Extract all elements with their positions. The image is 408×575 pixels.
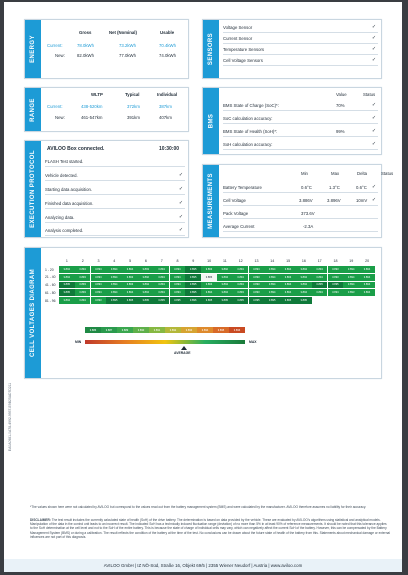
cell-voltage: 3.894 xyxy=(106,282,122,289)
bms-label: SoH calculation accuracy: xyxy=(223,141,273,147)
column-header: 4 xyxy=(113,259,116,263)
cell-voltage: 3.893 xyxy=(328,274,344,281)
cell-voltage: 3.894 xyxy=(343,274,359,281)
energy-new-label: New: xyxy=(55,53,65,58)
sensor-label: Cell Voltage Sensors xyxy=(223,57,263,63)
measurements-title: MEASUREMENTS xyxy=(208,173,214,229)
cell-voltage: 3.894 xyxy=(264,289,280,296)
execution-step xyxy=(45,156,185,167)
measurements-panel xyxy=(202,164,394,238)
footnote-text: *The values shown here were not calculated by AVILOO but correspond to the values read out from the battery management system (BMS) and were calculated by the manufacturer. AVILOO therefore assumes no liability for their accuracy. xyxy=(30,505,367,509)
scale-value: 3.894 xyxy=(197,327,213,333)
bms-value: 70% xyxy=(336,102,345,108)
cell-voltage: 3.894 xyxy=(91,282,107,289)
range-new-individual: 407km xyxy=(159,115,172,120)
bms-label: SoC calculation accuracy: xyxy=(223,115,273,121)
bms-label: BMS State of Health (SoH)*: xyxy=(223,128,278,134)
execution-body xyxy=(45,141,185,237)
range-body xyxy=(45,88,185,131)
cell-voltage: 3.894 xyxy=(280,289,296,296)
row-label: 41 - 60 xyxy=(45,283,56,288)
meas-header-status: Status xyxy=(381,171,394,176)
meas-label: Pack Voltage xyxy=(223,210,249,216)
cell-voltage: 3.893 xyxy=(233,289,249,296)
execution-step-label: Starting data acquisition. xyxy=(45,186,93,192)
cell-voltage: 3.894 xyxy=(296,289,312,296)
column-header: 12 xyxy=(238,259,243,263)
cell-diagram-tab xyxy=(25,248,41,378)
cell-voltage: 3.894 xyxy=(170,274,186,281)
check-icon: ✓ xyxy=(371,115,377,121)
column-header: 18 xyxy=(333,259,338,263)
cell-voltage: 3.893 xyxy=(343,289,359,296)
energy-new-gross: 82.0kWh xyxy=(77,53,94,58)
average-marker-icon xyxy=(181,346,187,350)
cell-diagram-body xyxy=(45,248,378,378)
cell-voltage: 3.892 xyxy=(217,266,233,273)
cell-voltage: 3.894 xyxy=(233,266,249,273)
execution-step xyxy=(45,198,185,209)
check-icon: ✓ xyxy=(371,24,377,30)
voltage-scale xyxy=(75,327,257,367)
cell-voltage: 3.894 xyxy=(201,289,217,296)
meas-delta: 10mV xyxy=(356,197,368,203)
bms-row-soc xyxy=(223,100,378,111)
cell-voltage: 3.894 xyxy=(343,282,359,289)
column-header: 9 xyxy=(192,259,195,263)
energy-current-net: 73.2kWh xyxy=(119,43,136,48)
execution-title: EXECUTION PROTOCOL xyxy=(30,150,37,228)
cell-voltage: 3.894 xyxy=(359,282,375,289)
execution-time: 10:30:00 xyxy=(158,146,179,152)
footer-bar xyxy=(4,559,402,572)
bms-header-status: Status xyxy=(363,92,376,97)
execution-step-label: Analysis completed. xyxy=(45,227,84,233)
meas-max: 1.3°C xyxy=(329,184,340,190)
cell-voltage: 3.894 xyxy=(154,289,170,296)
disclaimer xyxy=(30,518,390,539)
cell-voltage: 3.893 xyxy=(249,289,265,296)
cell-voltage: 3.886 xyxy=(201,274,217,281)
execution-step-label: FLASH Test started. xyxy=(45,158,84,164)
scale-gradient xyxy=(85,340,245,344)
scale-value: 3.886 xyxy=(85,327,101,333)
meas-label: Average Current xyxy=(223,223,255,229)
range-header-typical: Typical xyxy=(125,92,140,97)
cell-voltage: 3.895 xyxy=(312,282,328,289)
cell-voltage: 3.893 xyxy=(122,282,138,289)
meas-min: 0.6°C xyxy=(301,184,312,190)
cell-voltage: 3.894 xyxy=(138,282,154,289)
cell-voltage: 3.894 xyxy=(59,297,75,304)
check-icon: ✓ xyxy=(178,200,184,206)
cell-voltage: 3.895 xyxy=(170,297,186,304)
range-current-wltp: 438-520km xyxy=(81,104,103,109)
range-title: RANGE xyxy=(30,97,37,122)
cell-voltage: 3.893 xyxy=(122,274,138,281)
scale-value: 3.892 xyxy=(165,327,181,333)
bms-value: 99% xyxy=(336,128,345,134)
range-header-wltp: WLTP xyxy=(91,92,103,97)
execution-step xyxy=(45,225,185,236)
column-header: 19 xyxy=(349,259,354,263)
column-header: 15 xyxy=(286,259,291,263)
execution-step-label: Finished data acquisition. xyxy=(45,200,94,206)
bms-header-value: Value xyxy=(336,92,347,97)
cell-voltage: 3.893 xyxy=(249,282,265,289)
cell-voltage: 3.895 xyxy=(217,297,233,304)
meas-header-max: Max xyxy=(331,171,340,176)
cell-voltage: 3.893 xyxy=(91,297,107,304)
cell-voltage: 3.894 xyxy=(91,274,107,281)
cell-voltage: 3.895 xyxy=(296,297,312,304)
cell-voltage: 3.894 xyxy=(296,282,312,289)
row-label: 21 - 40 xyxy=(45,275,56,280)
energy-tab xyxy=(25,20,41,78)
range-current-typical: 372km xyxy=(127,104,140,109)
energy-header-gross: Gross xyxy=(79,30,92,35)
cell-voltage: 3.895 xyxy=(264,297,280,304)
column-header: 7 xyxy=(160,259,163,263)
column-header: 2 xyxy=(81,259,84,263)
column-header: 11 xyxy=(223,259,227,263)
scale-value: 3.891 xyxy=(149,327,165,333)
cell-voltage: 3.894 xyxy=(91,289,107,296)
cell-voltage: 3.894 xyxy=(122,266,138,273)
energy-current-label: Current: xyxy=(47,43,63,48)
document-id xyxy=(6,337,14,497)
column-header: 6 xyxy=(144,259,147,263)
check-icon: ✓ xyxy=(178,172,184,178)
bms-title: BMS xyxy=(207,113,214,129)
cell-voltage: 3.894 xyxy=(217,274,233,281)
row-label: 1 - 20 xyxy=(45,267,54,272)
check-icon: ✓ xyxy=(371,197,377,203)
cell-voltage: 3.894 xyxy=(296,274,312,281)
check-icon: ✓ xyxy=(371,184,377,190)
scale-value: 3.893 xyxy=(181,327,197,333)
cell-voltage: 3.895 xyxy=(328,282,344,289)
meas-min: 3.886V xyxy=(299,197,313,203)
cell-voltage: 3.895 xyxy=(138,297,154,304)
scale-value: 3.889 xyxy=(117,327,133,333)
cell-voltage: 3.894 xyxy=(170,266,186,273)
meas-row-average-current xyxy=(223,221,378,232)
cell-voltage: 3.894 xyxy=(249,266,265,273)
cell-voltage: 3.894 xyxy=(154,282,170,289)
cell-voltage: 3.894 xyxy=(91,266,107,273)
cell-voltage: 3.893 xyxy=(201,282,217,289)
cell-voltage: 3.894 xyxy=(359,266,375,273)
bms-label: BMS State of Charge (SoC)*: xyxy=(223,102,279,108)
bms-row-soh xyxy=(223,126,378,137)
energy-new-net: 77.0kWh xyxy=(119,53,136,58)
bms-panel xyxy=(202,87,382,155)
check-icon: ✓ xyxy=(371,57,377,63)
sensor-row xyxy=(223,33,378,44)
cell-voltage: 3.894 xyxy=(122,289,138,296)
execution-step xyxy=(45,212,185,223)
range-tab xyxy=(25,88,41,131)
energy-header-usable: Usable xyxy=(160,30,175,35)
check-icon: ✓ xyxy=(178,186,184,192)
bms-body xyxy=(223,88,378,154)
column-header: 5 xyxy=(129,259,132,263)
sensors-panel xyxy=(202,19,382,79)
cell-voltage: 3.894 xyxy=(312,289,328,296)
cell-voltage: 3.894 xyxy=(217,289,233,296)
meas-row-temperature xyxy=(223,182,378,193)
cell-voltage: 3.894 xyxy=(75,266,91,273)
meas-max: 3.896V xyxy=(327,197,341,203)
cell-voltage: 3.894 xyxy=(217,282,233,289)
cell-voltage: 3.895 xyxy=(106,297,122,304)
energy-title: ENERGY xyxy=(30,35,36,63)
cell-voltage: 3.896 xyxy=(185,297,201,304)
meas-label: Cell Voltage xyxy=(223,197,246,203)
cell-voltage: 3.893 xyxy=(201,266,217,273)
cell-voltage: 3.894 xyxy=(106,266,122,273)
cell-voltage: 3.893 xyxy=(138,266,154,273)
check-icon: ✓ xyxy=(178,214,184,220)
energy-panel xyxy=(24,19,189,79)
check-icon: ✓ xyxy=(371,35,377,41)
cell-voltage: 3.893 xyxy=(75,274,91,281)
execution-step xyxy=(45,184,185,195)
cell-voltage: 3.894 xyxy=(312,274,328,281)
scale-value: 3.896 xyxy=(229,327,245,333)
meas-row-cell-voltage xyxy=(223,195,378,206)
meas-header-min: Min xyxy=(301,171,308,176)
cell-voltage: 3.895 xyxy=(249,297,265,304)
sensors-tab xyxy=(203,20,219,78)
meas-value: -2.3A xyxy=(303,223,314,229)
cell-voltage: 3.895 xyxy=(201,297,217,304)
column-header: 16 xyxy=(301,259,306,263)
cell-voltage: 3.894 xyxy=(312,266,328,273)
column-header: 14 xyxy=(270,259,275,263)
cell-voltage: 3.894 xyxy=(359,274,375,281)
meas-label: Battery Temperature xyxy=(223,184,262,190)
column-header: 8 xyxy=(176,259,179,263)
cell-voltage: 3.894 xyxy=(154,274,170,281)
execution-step-label: Analyzing data. xyxy=(45,214,75,220)
meas-delta: 0.6°C xyxy=(356,184,367,190)
meas-value: 373.6V xyxy=(301,210,315,216)
cell-voltage: 3.892 xyxy=(138,274,154,281)
cell-voltage: 3.894 xyxy=(138,289,154,296)
cell-voltage: 3.894 xyxy=(59,266,75,273)
column-header: 1 xyxy=(65,259,68,263)
check-icon: ✓ xyxy=(371,102,377,108)
scale-value: 3.895 xyxy=(213,327,229,333)
cell-voltage: 3.894 xyxy=(296,266,312,273)
check-icon: ✓ xyxy=(371,128,377,134)
scale-max-label: MAX xyxy=(249,340,257,344)
sensors-title: SENSORS xyxy=(208,32,214,66)
cell-voltage: 3.894 xyxy=(280,282,296,289)
energy-new-usable: 74.0kWh xyxy=(159,53,176,58)
cell-voltage: 3.894 xyxy=(106,274,122,281)
cell-voltage: 3.894 xyxy=(59,274,75,281)
bms-row-soc-accuracy xyxy=(223,113,378,124)
sensors-body xyxy=(223,20,378,78)
row-label: 81 - 96 xyxy=(45,298,56,303)
sensor-label: Temperature Sensors xyxy=(223,46,265,52)
scale-value: 3.887 xyxy=(101,327,117,333)
energy-current-gross: 78.0kWh xyxy=(77,43,94,48)
cell-voltage: 3.895 xyxy=(185,282,201,289)
column-header: 20 xyxy=(365,259,370,263)
column-header: 3 xyxy=(97,259,100,263)
check-icon: ✓ xyxy=(371,141,377,147)
footnote xyxy=(30,505,390,509)
meas-row-pack-voltage xyxy=(223,208,378,219)
cell-voltage: 3.893 xyxy=(280,274,296,281)
cell-voltage: 3.894 xyxy=(359,289,375,296)
average-label: AVERAGE xyxy=(174,351,191,355)
cell-voltage: 3.895 xyxy=(233,297,249,304)
meas-header-delta: Delta xyxy=(357,171,368,176)
cell-voltage: 3.893 xyxy=(75,282,91,289)
disclaimer-title: DISCLAIMER: xyxy=(30,518,51,522)
range-current-individual: 387km xyxy=(159,104,172,109)
energy-current-usable: 70.4kWh xyxy=(159,43,176,48)
cell-diagram-panel xyxy=(24,247,382,379)
column-header: 10 xyxy=(207,259,212,263)
energy-body xyxy=(45,20,185,78)
cell-voltage: 3.895 xyxy=(185,266,201,273)
measurements-tab xyxy=(203,165,219,237)
scale-value: 3.890 xyxy=(133,327,149,333)
range-panel xyxy=(24,87,189,132)
cell-voltage: 3.894 xyxy=(280,266,296,273)
scale-min-label: MIN xyxy=(75,340,82,344)
sensor-row xyxy=(223,22,378,33)
cell-voltage: 3.894 xyxy=(154,266,170,273)
cell-voltage: 3.894 xyxy=(264,274,280,281)
execution-tab xyxy=(25,141,41,237)
cell-voltage: 3.894 xyxy=(170,289,186,296)
range-new-wltp: 461-547km xyxy=(81,115,103,120)
range-current-label: Current: xyxy=(47,104,63,109)
range-header-individual: Individual xyxy=(157,92,178,97)
energy-header-net: Net (Nominal) xyxy=(109,30,137,35)
scale-bar xyxy=(85,327,245,333)
cell-voltage: 3.895 xyxy=(185,274,201,281)
column-header: 17 xyxy=(317,259,322,263)
row-label: 61 - 80 xyxy=(45,290,56,295)
cell-voltage: 3.893 xyxy=(75,289,91,296)
cell-voltage: 3.895 xyxy=(59,282,75,289)
cell-voltage: 3.894 xyxy=(343,266,359,273)
execution-panel xyxy=(24,140,189,238)
disclaimer-text: The test result includes the currently calculated state of health (SoH) of the drive battery. The determination is based on data provided by the vehicle. These are evaluated by AVILOO's algorithms using statistical and analytical models. Manipulation of the data in the control unit leads to an incorrect result. The indicated SoH has a technically induced fluctuation range (deviation) of no more than 5% in at least 90% of reference measurements. It should be noted that this tolerance applies to the SoH determination at the cell level and not to the SoH of the entire battery. This is because the state of charge of individual cells may vary, which can negatively affect the current SoH of the battery. However, this can be compensated by the Battery Management System (BMS) or during a calibration. The result reflects the condition of the battery at the time of the test. No conclusions can be drawn about the future state of health of the battery from this. Statements about mechanical damage or external influences are not part of this diagnosis. xyxy=(30,518,390,539)
cell-voltage: 3.894 xyxy=(264,266,280,273)
execution-step xyxy=(45,170,185,181)
sensor-label: Voltage Sensor xyxy=(223,24,253,30)
column-header: 13 xyxy=(254,259,259,263)
report-page xyxy=(4,2,402,572)
bms-tab xyxy=(203,88,219,154)
measurements-body xyxy=(223,165,394,237)
cell-voltage: 3.894 xyxy=(170,282,186,289)
document-id-text: EA0A0981-0A78-4992-9957-E9B25AD7D211 xyxy=(8,382,12,452)
cell-voltage: 3.895 xyxy=(280,297,296,304)
footer-address: AVILOO GmbH | IZ NÖ-Süd, Straße 16, Objekt 69/5 | 2355 Wiener Neudorf | Austria | www.aviloo.com xyxy=(103,563,303,568)
cell-voltage: 3.895 xyxy=(185,289,201,296)
cell-voltage: 3.893 xyxy=(249,274,265,281)
cell-voltage: 3.894 xyxy=(75,297,91,304)
execution-step-label: Vehicle detected. xyxy=(45,172,78,178)
sensor-row xyxy=(223,55,378,66)
cell-diagram-title: CELL VOLTAGES DIAGRAM xyxy=(30,268,37,358)
check-icon: ✓ xyxy=(371,46,377,52)
cell-voltage: 3.894 xyxy=(106,289,122,296)
cell-voltage: 3.894 xyxy=(233,282,249,289)
cell-voltage: 3.895 xyxy=(59,289,75,296)
bms-row-soh-accuracy xyxy=(223,139,378,150)
sensor-row xyxy=(223,44,378,55)
execution-header: AVILOO Box connected. xyxy=(47,146,105,152)
check-icon: ✓ xyxy=(178,227,184,233)
cell-voltage: 3.895 xyxy=(122,297,138,304)
cell-voltage: 3.893 xyxy=(328,266,344,273)
cell-voltage: 3.894 xyxy=(328,289,344,296)
cell-voltage: 3.894 xyxy=(233,274,249,281)
range-new-label: New: xyxy=(55,115,65,120)
cell-voltage: 3.894 xyxy=(264,282,280,289)
cell-voltage: 3.895 xyxy=(154,297,170,304)
sensor-label: Current Sensor xyxy=(223,35,253,41)
range-new-typical: 391km xyxy=(127,115,140,120)
